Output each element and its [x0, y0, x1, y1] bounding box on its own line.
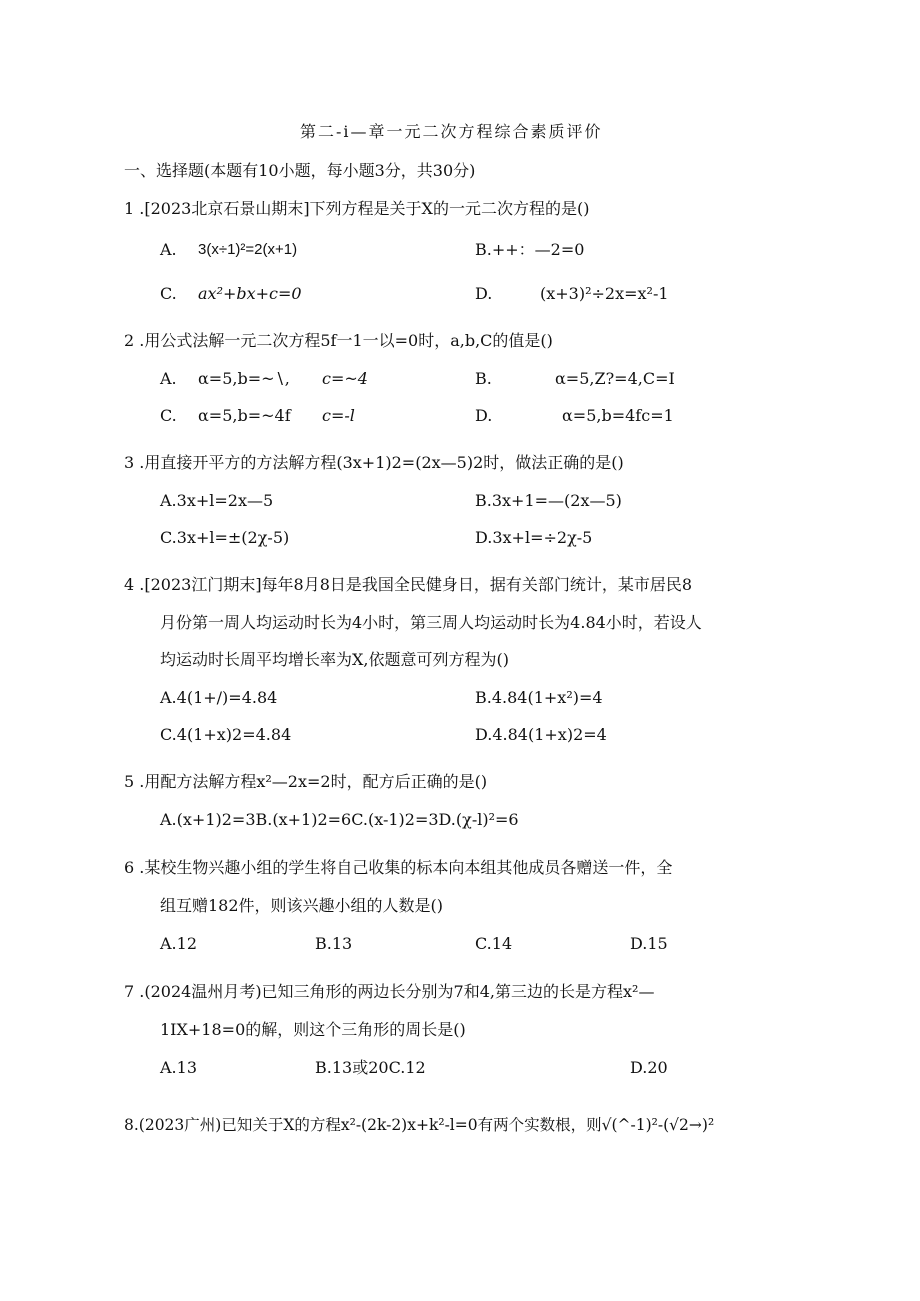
q1-option-a: 3(x÷1)²=2(x+1): [198, 241, 298, 258]
q4-option-c: C.4(1+x)2=4.84: [160, 725, 292, 744]
question-1-stem: 1 .[2023北京石景山期末]下列方程是关于X的一元二次方程的是(): [124, 199, 590, 218]
q7-option-bc: B.13或20C.12: [315, 1058, 426, 1077]
question-4-stem-line-2: 月份第一周人均运动时长为4小时，第三周人均运动时长为4.84小时，若设人: [160, 613, 702, 632]
q2-option-c-part1: α=5,b=~4f: [198, 406, 291, 425]
q2-option-b: α=5,Z?=4,C=I: [555, 369, 675, 388]
q3-option-a: A.3x+l=2x—5: [160, 491, 274, 510]
q1-option-d: (x+3)²÷2x=x²-1: [540, 284, 669, 303]
question-2-stem: 2 .用公式法解一元二次方程5f一1一以=0时，a,b,C的值是(): [124, 331, 553, 350]
q1-option-d-label: D.: [475, 284, 493, 303]
q6-option-c: C.14: [475, 934, 513, 953]
section-heading: 一、选择题(本题有10小题，每小题3分，共30分): [124, 161, 476, 180]
question-4-stem-line-3: 均运动时长周平均增长率为X,依题意可列方程为(): [160, 650, 509, 669]
q1-option-c-label: C.: [160, 284, 177, 303]
question-6-stem-line-2: 组互赠182件，则该兴趣小组的人数是(): [160, 896, 444, 915]
question-8-stem: 8.(2023广州)已知关于X的方程x²-(2k-2)x+k²-l=0有两个实数根，则√(^-1)²-(√2→)²: [124, 1116, 715, 1134]
q5-options: A.(x+1)2=3B.(x+1)2=6C.(x-1)2=3D.(χ-l)²=6: [160, 810, 519, 829]
question-5-stem: 5 .用配方法解方程x²—2x=2时，配方后正确的是(): [124, 772, 488, 791]
q2-option-a-part1: α=5,b=~∖,: [198, 369, 290, 388]
q2-option-b-label: B.: [475, 369, 492, 388]
q4-option-d: D.4.84(1+x)2=4: [475, 725, 607, 744]
q6-option-b: B.13: [315, 934, 353, 953]
question-4-stem-line-1: 4 .[2023江门期末]每年8月8日是我国全民健身日，据有关部门统计，某市居民8: [124, 575, 693, 594]
question-3-stem: 3 .用直接开平方的方法解方程(3x+1)2=(2x—5)2时，做法正确的是(): [124, 453, 624, 472]
q4-option-b: B.4.84(1+x²)=4: [475, 688, 603, 707]
q1-option-b: B.++：—2=0: [475, 240, 585, 259]
q6-option-a: A.12: [160, 934, 197, 953]
question-6-stem-line-1: 6 .某校生物兴趣小组的学生将自己收集的标本向本组其他成员各赠送一件，全: [124, 858, 673, 877]
question-7-stem-line-2: 1IX+18=0的解，则这个三角形的周长是(): [160, 1020, 466, 1039]
q2-option-d-label: D.: [475, 406, 493, 425]
q2-option-a-label: A.: [160, 369, 177, 388]
page-title: 第二-i—章一元二次方程综合素质评价: [300, 122, 603, 141]
q7-option-a: A.13: [160, 1058, 197, 1077]
q2-option-c-label: C.: [160, 406, 177, 425]
q3-option-c: C.3x+l=±(2χ-5): [160, 528, 290, 547]
q2-option-a-part2: c=~4: [322, 369, 368, 388]
q2-option-c-part2: c=-l: [322, 406, 355, 425]
q4-option-a: A.4(1+/)=4.84: [160, 688, 278, 707]
q3-option-d: D.3x+l=÷2χ-5: [475, 528, 593, 547]
q3-option-b: B.3x+1=—(2x—5): [475, 491, 622, 510]
q1-option-a-label: A.: [160, 240, 177, 259]
q1-option-c: ax²+bx+c=0: [198, 284, 302, 303]
question-7-stem-line-1: 7 .(2024温州月考)已知三角形的两边长分别为7和4,第三边的长是方程x²—: [124, 982, 655, 1001]
q6-option-d: D.15: [630, 934, 668, 953]
q7-option-d: D.20: [630, 1058, 668, 1077]
q2-option-d: α=5,b=4fc=1: [562, 406, 674, 425]
